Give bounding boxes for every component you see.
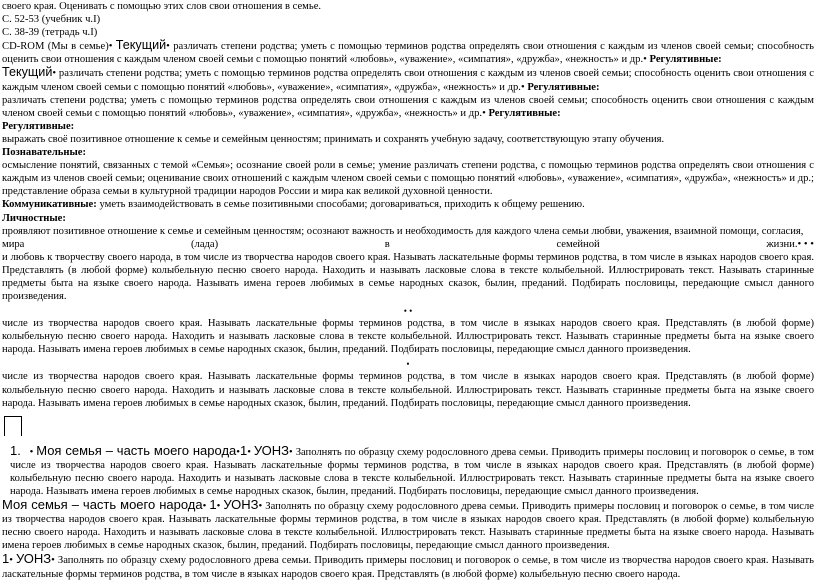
bullet-separator — [2, 305, 814, 317]
bullet-icon: • — [51, 555, 55, 567]
bullet-icon: • — [482, 107, 486, 119]
bullet-icon: • — [643, 54, 647, 66]
lesson-number: 1 — [2, 551, 10, 567]
skills-text: различать степени родства; уметь с помощью терминов родства определять свои отношения с каждым из членов своей семьи; способность оценить свои отношения с каждым членом своей семьи с помощью понятий «любовь», «уважение», «симпатия», «дружба», «нежность» и др. — [2, 41, 814, 66]
bullet-icon: • — [409, 306, 413, 317]
bullet-icon: • — [406, 359, 410, 370]
page-ref-textbook: С. 52-53 (учебник ч.I) — [2, 14, 101, 26]
uonz-label: УОНЗ — [223, 497, 259, 513]
personal-word: в — [384, 238, 390, 250]
cdrom-paragraph — [2, 39, 814, 66]
bullet-icon: • — [9, 555, 13, 567]
cognitive-text: осмысление понятий, связанных с темой «Семья»; осознание своей роли в семье; умение различать степени родства, с помощью терминов родства определять свои отношения с каждым из членов своей семьи; оценивание своих отношений с каждым членом своей семьи с помощью понятий «любовь», «уважение», «симпатия», «дружба», «нежность» и др.; представление образа семьи в культурной традиции народов России и мира как великой духовной ценности. — [2, 160, 814, 198]
lesson-number: 1 — [239, 442, 248, 458]
lesson-paragraph-1 — [2, 444, 814, 498]
communicative-text: уметь взаимодействовать в семье позитивными способами; договариваться, приходить к общему решению. — [99, 199, 585, 211]
bullet-icon: • — [166, 41, 170, 53]
current-label: Текущий — [115, 38, 167, 53]
personal-heading: Личностные: — [2, 212, 66, 224]
task-text: Заполнять по образцу схему родословного древа семьи. Приводить примеры пословиц и поговорок о семье, в том числе из творчества народов своего края. Называть ласкательные формы терминов родства, в том числе в языках народов своего края. Представлять (в любой форме) колыбельную песню своего народа. Находить и называть ласковые слова в тексте колыбельной. Иллюстрировать текст. Называть старинные предметы быта на языке своего народа. Называть имена героев любимых в семье народных сказок, былин, преданий. Подбирать пословицы, передающие смысл данного произведения. — [10, 446, 814, 497]
skills-text: различать степени родства; уметь с помощью терминов родства определять свои отношения с каждым из членов своей семьи; способность оценить свои отношения с каждым членом своей семьи с помощью понятий «любовь», «уважение», «симпатия», «дружба», «нежность» и др. — [2, 68, 814, 93]
lesson-paragraph-2 — [2, 498, 814, 552]
regulative-label: Регулятивные: — [527, 81, 600, 93]
bullet-icon: • — [810, 238, 814, 250]
bullet-icon: • — [29, 446, 34, 458]
personal-word: (лада) — [191, 238, 219, 250]
lesson-number: 1 — [209, 497, 217, 513]
personal-text: проявляют позитивное отношение к семье и семейным ценностям; осознают важность и необходимость для каждого члена семьи любви, уважения, взаимной помощи, согласия, — [2, 225, 804, 237]
bullet-icon: • — [52, 68, 57, 80]
regulative-text: выражать своё позитивное отношение к семье и семейным ценностям; принимать и сохранять учебную задачу, соответствующую этапу обучения. — [2, 133, 665, 145]
personal-word: мира — [2, 238, 25, 250]
bullet-icon: • — [236, 446, 240, 458]
regulative-label: Регулятивные: — [488, 107, 561, 119]
creative-text-repeat: числе из творчества народов своего края. Называть ласкательные формы терминов родства, в том числе в языках народов своего края. Представлять (в любой форме) колыбельную песню своего народа. Находить и называть ласковые слова в тексте колыбельной. Иллюстрировать текст. Называть старинные предметы быта на языке своего народа. Называть имена героев любимых в семье народных сказок, былин, преданий. Подбирать пословицы, передающие смысл данного произведения. — [2, 371, 814, 409]
bullet-icon: • — [247, 446, 251, 458]
bullet-icon: • — [403, 306, 407, 317]
uonz-label: УОНЗ — [253, 442, 290, 458]
personal-word: семейной — [556, 238, 600, 250]
regulative-summary-paragraph — [2, 94, 814, 120]
personal-spread-line — [2, 238, 814, 251]
bullet-icon: • — [797, 238, 802, 250]
bullet-icon: • — [289, 446, 293, 458]
personal-word: жизни. — [766, 238, 798, 250]
bullet-icon: • — [216, 501, 221, 513]
lesson-title: Моя семья – часть моего народа — [36, 442, 237, 458]
task-text: Заполнять по образцу схему родословного древа семьи. Приводить примеры пословиц и поговорок о семье, в том числе из творчества народов своего края. Называть ласкательные формы терминов родства, в том числе в языках народов своего края. Представлять (в любой форме) колыбельную песню своего народа. — [2, 555, 814, 580]
list-number: 1. — [10, 442, 21, 458]
bullet-icon: • — [258, 501, 263, 513]
task-text: Заполнять по образцу схему родословного древа семьи. Приводить примеры пословиц и поговорок о семье, в том числе из творчества народов своего края. Называть ласкательные формы терминов родства, в том числе в языках народов своего края. Представлять (в любой форме) колыбельную песню своего народа. Находить и называть ласковые слова в тексте колыбельной. Иллюстрировать текст. Называть старинные предметы быта на языке своего народа. Называть имена героев любимых в семье народных сказок, былин, преданий. Подбирать пословицы, передающие смысл данного произведения. — [2, 501, 814, 552]
communicative-label: Коммуникативные: — [2, 199, 97, 211]
bullet-icon: • — [108, 41, 113, 53]
skills-text: различать степени родства; уметь с помощью терминов родства определять свои отношения с каждым из членов своей семьи; способность оценить свои отношения с каждым членом своей семьи с помощью понятий «любовь», «уважение», «симпатия», «дружба», «нежность» и др. — [2, 94, 814, 119]
page-ref-workbook: С. 38-39 (тетрадь ч.I) — [2, 27, 98, 39]
regulative-label: Регулятивные: — [649, 54, 722, 66]
current-label: Текущий — [2, 65, 53, 80]
communicative-paragraph — [2, 198, 814, 211]
intro-line: своего края. Оценивать с помощью этих слов свои отношения в семье. — [2, 1, 322, 12]
lesson-title: Моя семья – часть моего народа — [2, 497, 203, 513]
lesson-paragraph-3 — [2, 552, 814, 580]
table-cell — [4, 416, 22, 436]
document-page — [2, 0, 814, 581]
bullet-icon: • — [803, 238, 808, 250]
creative-text: и любовь к творчеству своего народа, в том числе из творчества народов своего края. Называть ласкательные формы терминов родства, в том числе в языках народов своего края. Представлять (в любой форме) колыбельную песню своего народа. Находить и называть ласковые слова в тексте колыбельной. Иллюстрировать текст. Называть старинные предметы быта на языке своего народа. Называть имена героев любимых в семье народных сказок, былин, преданий. Подбирать пословицы, передающие смысл данного произведения. — [2, 251, 814, 303]
uonz-label: УОНЗ — [15, 551, 52, 567]
regulative-heading: Регулятивные: — [2, 120, 75, 132]
bullet-icon: • — [520, 81, 525, 93]
table-cell-area — [2, 410, 814, 444]
bullet-icon: • — [202, 501, 207, 513]
creative-text-repeat: числе из творчества народов своего края. Называть ласкательные формы терминов родства, в том числе в языках народов своего края. Представлять (в любой форме) колыбельную песню своего народа. Находить и называть ласковые слова в тексте колыбельной. Иллюстрировать текст. Называть старинные предметы быта на языке своего народа. Называть имена героев любимых в семье народных сказок, былин, преданий. Подбирать пословицы, передающие смысл данного произведения. — [2, 318, 814, 356]
cdrom-label: CD-ROM (Мы в семье) — [2, 41, 109, 53]
current-paragraph — [2, 66, 814, 93]
bullet-separator — [2, 358, 814, 370]
cognitive-heading: Познавательные: — [2, 147, 86, 159]
